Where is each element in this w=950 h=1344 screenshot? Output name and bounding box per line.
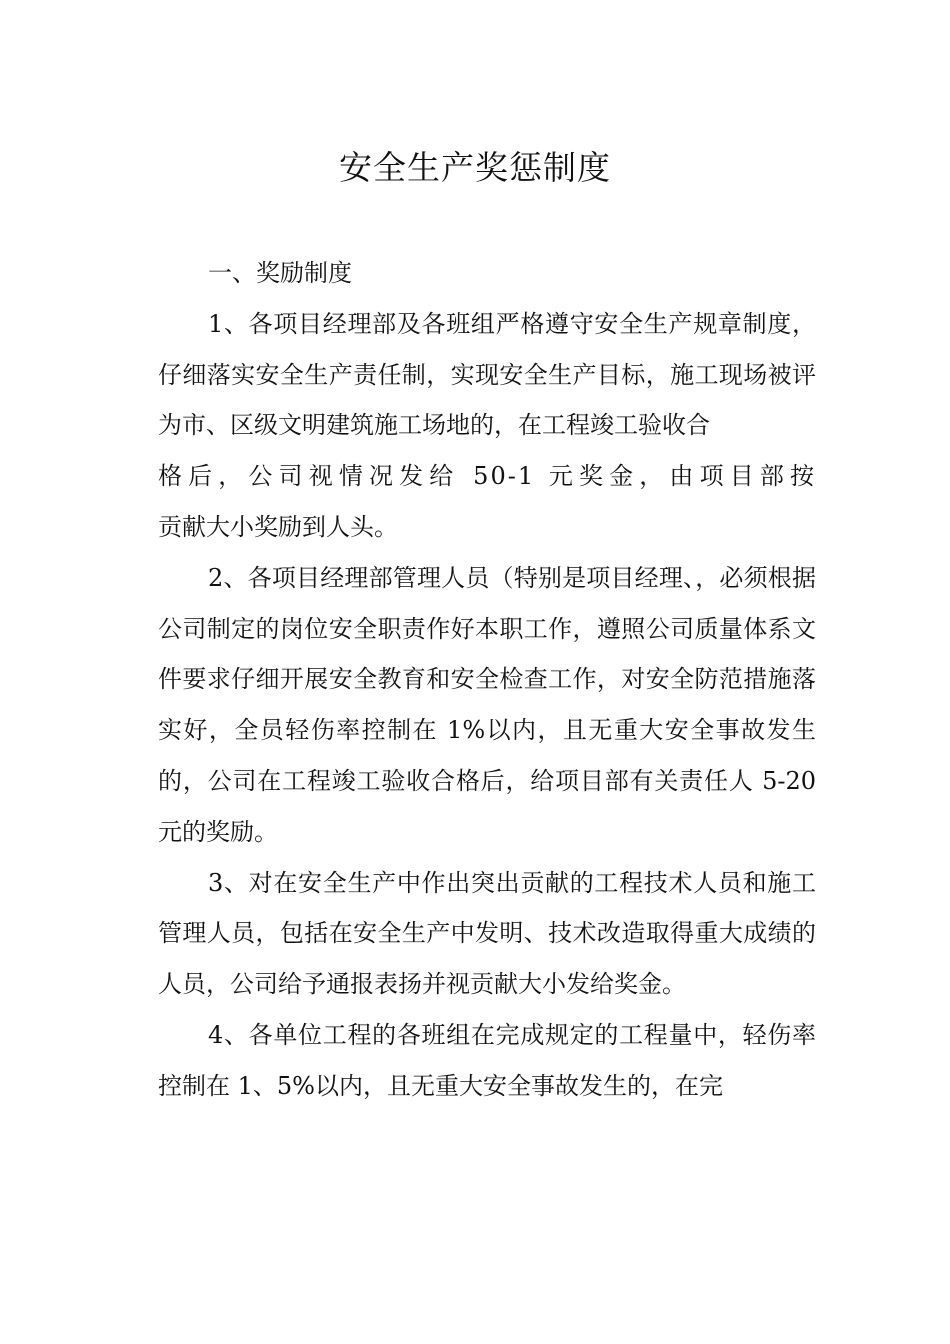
section-heading: 一、奖励制度 [208, 259, 352, 287]
paragraph-1-end: 贡献大小奖励到人头。 [158, 512, 398, 541]
document-body [158, 248, 816, 1112]
paragraph-4: 4、各单位工程的各班组在完成规定的工程量中，轻伤率控制在 1、5%以内，且无重大安全事故发生的，在完 [158, 1020, 816, 1100]
paragraph-1-continued: 格后，公司视情况发给 50-1 元奖金，由项目部按 [158, 462, 816, 491]
paragraph-2: 2、各项目经理部管理人员（特别是项目经理、，必须根据公司制定的岗位安全职责作好本职工作，遵照公司质量体系文件要求仔细开展安全教育和安全检查工作，对安全防范措施落实好，全员轻伤率控制在 1%以内，且无重大安全事故发生的，公司在工程竣工验收合格后，给项目部有关责任人 5-20 元的奖励。 [158, 563, 816, 846]
paragraph-1: 1、各项目经理部及各班组严格遵守安全生产规章制度，仔细落实安全生产责任制，实现安全生产目标，施工现场被评为市、区级文明建筑施工场地的，在工程竣工验收合 [158, 309, 816, 440]
document-title: 安全生产奖惩制度 [339, 148, 611, 187]
paragraph-3: 3、对在安全生产中作出突出贡献的工程技术人员和施工管理人员，包括在安全生产中发明、技术改造取得重大成绩的人员，公司给予通报表扬并视贡献大小发给奖金。 [158, 868, 816, 999]
